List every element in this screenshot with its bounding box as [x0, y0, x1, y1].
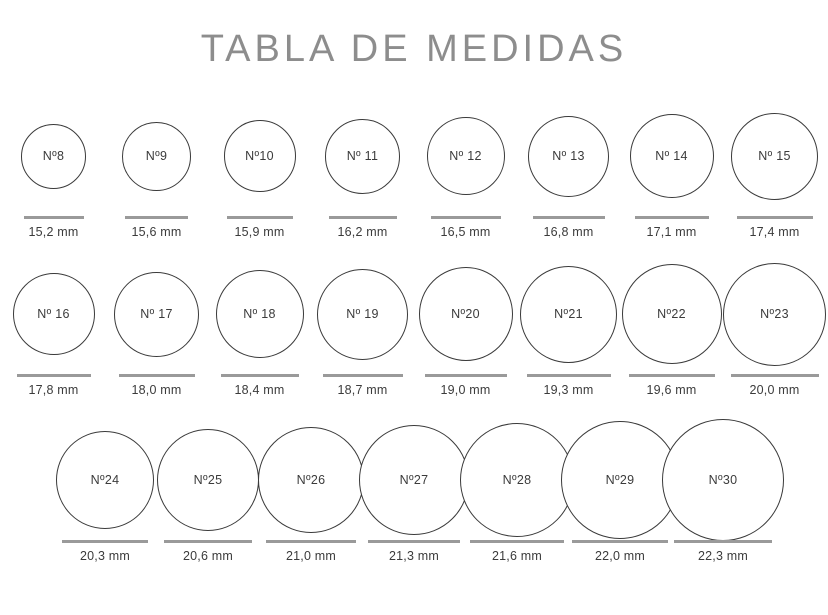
- measurement-rule: [329, 216, 397, 219]
- ring-circle-wrapper: [460, 428, 574, 532]
- ring-size-cell: [2, 262, 105, 397]
- ring-size-label: Nº27: [399, 473, 429, 487]
- ring-circle: [622, 264, 722, 364]
- ring-size-label: Nº10: [245, 149, 274, 163]
- measurement-rule: [635, 216, 709, 219]
- diameter-label: 21,0 mm: [285, 549, 337, 563]
- ring-size-cell: [414, 262, 517, 397]
- measurement-rule: [227, 216, 293, 219]
- measurement-rule: [527, 374, 611, 377]
- ring-size-label: Nº 12: [449, 149, 482, 163]
- diameter-label: 22,3 mm: [697, 549, 749, 563]
- ring-size-cell: [363, 428, 466, 563]
- ring-size-label: Nº21: [554, 307, 583, 321]
- ring-circle-wrapper: [359, 428, 469, 532]
- ring-row-2: [0, 262, 828, 397]
- ring-size-cell: [723, 262, 826, 397]
- ring-size-label: Nº22: [657, 307, 686, 321]
- ring-size-cell: [2, 104, 105, 239]
- ring-size-label: Nº 15: [758, 149, 791, 163]
- ring-size-cell: [105, 262, 208, 397]
- measurement-rule: [164, 540, 252, 543]
- diameter-label: 20,3 mm: [79, 549, 131, 563]
- ring-circle: [56, 431, 154, 529]
- diameter-label: 19,0 mm: [440, 383, 491, 397]
- measurement-rule: [221, 374, 299, 377]
- ring-size-cell: [311, 104, 414, 239]
- ring-circle-wrapper: [622, 262, 722, 366]
- ring-size-label: Nº28: [502, 473, 532, 487]
- ring-circle-wrapper: [662, 428, 784, 532]
- ring-circle-wrapper: [122, 104, 191, 208]
- ring-size-cell: [414, 104, 517, 239]
- diameter-label: 17,8 mm: [28, 383, 79, 397]
- ring-circle: [630, 114, 714, 198]
- ring-circle-wrapper: [419, 262, 513, 366]
- ring-size-cell: [569, 428, 672, 563]
- diameter-label: 21,3 mm: [388, 549, 440, 563]
- diameter-label: 22,0 mm: [594, 549, 646, 563]
- diameter-label: 16,2 mm: [337, 225, 388, 239]
- ring-size-label: Nº 11: [346, 149, 379, 163]
- measurement-rule: [533, 216, 605, 219]
- ring-circle: [460, 423, 574, 537]
- ring-size-label: Nº26: [296, 473, 326, 487]
- diameter-label: 19,6 mm: [646, 383, 697, 397]
- measurement-rule: [470, 540, 564, 543]
- ring-circle-wrapper: [427, 104, 505, 208]
- ring-size-cell: [54, 428, 157, 563]
- ring-size-label: Nº 18: [243, 307, 276, 321]
- ring-size-cell: [723, 104, 826, 239]
- ring-size-label: Nº25: [193, 473, 223, 487]
- ring-size-label: Nº24: [90, 473, 120, 487]
- ring-size-label: Nº20: [451, 307, 480, 321]
- ring-row-3: [0, 428, 828, 563]
- ring-size-label: Nº8: [42, 149, 65, 163]
- ring-circle-wrapper: [528, 104, 609, 208]
- diameter-label: 17,1 mm: [646, 225, 697, 239]
- ring-circle: [419, 267, 513, 361]
- diameter-label: 18,0 mm: [131, 383, 182, 397]
- ring-circle: [731, 113, 818, 200]
- ring-circle: [325, 119, 400, 194]
- ring-size-label: Nº 13: [552, 149, 585, 163]
- measurement-rule: [62, 540, 148, 543]
- ring-size-cell: [620, 262, 723, 397]
- ring-circle-wrapper: [520, 262, 617, 366]
- ring-circle: [427, 117, 505, 195]
- measurement-rule: [425, 374, 507, 377]
- measurement-rule: [266, 540, 356, 543]
- ring-size-cell: [672, 428, 775, 563]
- diameter-label: 18,7 mm: [337, 383, 388, 397]
- ring-circle-wrapper: [21, 104, 86, 208]
- measurement-rule: [125, 216, 188, 219]
- ring-size-cell: [260, 428, 363, 563]
- measurement-rule: [629, 374, 715, 377]
- ring-circle-wrapper: [317, 262, 408, 366]
- ring-circle: [21, 124, 86, 189]
- diameter-label: 15,2 mm: [28, 225, 79, 239]
- ring-size-cell: [105, 104, 208, 239]
- measurement-rule: [572, 540, 668, 543]
- ring-size-label: Nº9: [145, 149, 168, 163]
- diameter-label: 20,6 mm: [182, 549, 234, 563]
- ring-circle-wrapper: [56, 428, 154, 532]
- ring-size-cell: [208, 262, 311, 397]
- diameter-label: 21,6 mm: [491, 549, 543, 563]
- measurement-rule: [119, 374, 195, 377]
- measurement-rule: [17, 374, 91, 377]
- ring-circle-wrapper: [258, 428, 364, 532]
- diameter-label: 17,4 mm: [749, 225, 800, 239]
- diameter-label: 18,4 mm: [234, 383, 285, 397]
- ring-circle-wrapper: [114, 262, 199, 366]
- ring-size-label: Nº 16: [37, 307, 70, 321]
- ring-circle: [114, 272, 199, 357]
- ring-size-cell: [517, 104, 620, 239]
- measurement-rule: [323, 374, 403, 377]
- ring-circle-wrapper: [723, 262, 826, 366]
- ring-circle-wrapper: [731, 104, 818, 208]
- ring-size-label: Nº23: [760, 307, 789, 321]
- ring-circle-wrapper: [224, 104, 296, 208]
- measurement-rule: [24, 216, 84, 219]
- ring-circle-wrapper: [157, 428, 259, 532]
- diameter-label: 15,9 mm: [234, 225, 285, 239]
- page-title: TABLA DE MEDIDAS: [200, 28, 628, 70]
- ring-circle-wrapper: [216, 262, 304, 366]
- ring-circle-wrapper: [13, 262, 95, 366]
- ring-size-label: Nº29: [605, 473, 635, 487]
- ring-circle: [317, 269, 408, 360]
- ring-size-label: Nº 14: [655, 149, 688, 163]
- ring-circle: [520, 266, 617, 363]
- ring-circle-wrapper: [325, 104, 400, 208]
- ring-size-cell: [517, 262, 620, 397]
- measurement-rule: [731, 374, 819, 377]
- ring-circle: [258, 427, 364, 533]
- measurement-rule: [674, 540, 772, 543]
- diameter-label: 19,3 mm: [543, 383, 594, 397]
- ring-circle: [359, 425, 469, 535]
- ring-circle: [528, 116, 609, 197]
- ring-circle-wrapper: [630, 104, 714, 208]
- diameter-label: 20,0 mm: [749, 383, 800, 397]
- ring-circle: [224, 120, 296, 192]
- measurement-rule: [368, 540, 460, 543]
- diameter-label: 16,5 mm: [440, 225, 491, 239]
- diameter-label: 16,8 mm: [543, 225, 594, 239]
- diameter-label: 15,6 mm: [131, 225, 182, 239]
- ring-size-cell: [208, 104, 311, 239]
- ring-size-cell: [157, 428, 260, 563]
- ring-circle: [13, 273, 95, 355]
- measurement-rule: [737, 216, 813, 219]
- ring-size-label: Nº 19: [346, 307, 379, 321]
- ring-size-label: Nº 17: [140, 307, 173, 321]
- ring-circle: [157, 429, 259, 531]
- ring-circle: [662, 419, 784, 541]
- measurement-rule: [431, 216, 501, 219]
- ring-circle: [216, 270, 304, 358]
- ring-size-cell: [311, 262, 414, 397]
- ring-size-label: Nº30: [708, 473, 738, 487]
- ring-row-1: [0, 104, 828, 239]
- ring-size-cell: [620, 104, 723, 239]
- ring-circle: [122, 122, 191, 191]
- ring-size-cell: [466, 428, 569, 563]
- ring-circle: [723, 263, 826, 366]
